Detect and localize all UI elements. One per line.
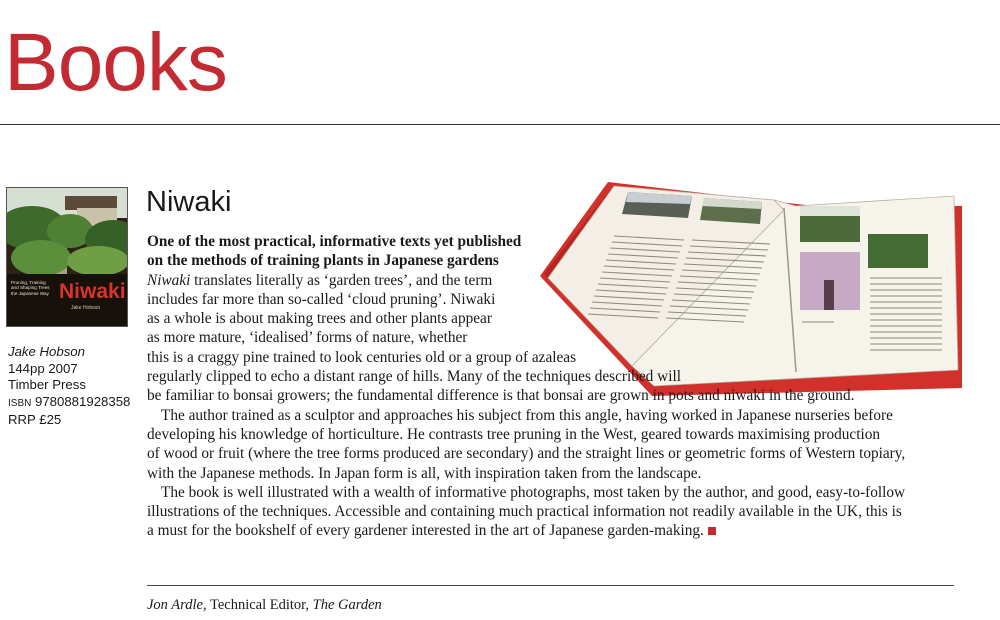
review-text-line: The book is well illustrated with a wealth of informative photographs, most taken by the author, and good, easy-to-follow: [161, 483, 906, 501]
review-text-line: illustrations of the techniques. Accessible and containing much practical information not readily available in the UK, this is: [147, 503, 902, 521]
review-standfirst-line: One of the most practical, informative texts yet published: [147, 233, 522, 250]
review-text-line: includes far more than so-called ‘cloud pruning’. Niwaki: [147, 290, 496, 308]
header-divider: [0, 124, 1000, 125]
section-title: Books: [4, 17, 227, 108]
review-text-line: as more mature, ‘idealised’ forms of nature, whether: [147, 329, 468, 347]
book-details: [8, 344, 130, 429]
footer-divider: [147, 585, 954, 586]
cover-author: Jake Hobson: [71, 305, 101, 311]
review-text-line: developing his knowledge of horticulture. He contrasts tree pruning in the West, geared towards maximising production: [147, 425, 880, 443]
reviewer-separator: ,: [202, 597, 210, 613]
reviewer-role: Technical Editor,: [209, 597, 313, 613]
book-title-italic: Niwaki: [147, 271, 191, 289]
book-isbn: [8, 394, 130, 413]
isbn-label: ISBN: [8, 397, 32, 409]
review-text-line: Niwaki translates literally as ‘garden trees’, and the term: [147, 271, 493, 289]
review-text-line: as a whole is about making trees and other plants appear: [147, 310, 492, 328]
cover-title: Niwaki: [59, 280, 126, 303]
review-body: [147, 232, 905, 541]
book-cover-image: [6, 187, 128, 327]
book-publisher: Timber Press: [8, 377, 86, 392]
book-author: Jake Hobson: [8, 344, 85, 359]
book-pages-year: 144pp 2007: [8, 360, 78, 376]
review-text-line: with the Japanese methods. In Japan form is all, with inspiration taken from the landscape.: [147, 464, 702, 482]
review-text-line: regularly clipped to echo a distant range of hills. Many of the techniques described will: [147, 368, 681, 386]
reviewer-name: Jon Ardle: [147, 597, 203, 613]
reviewer-credit: [147, 596, 382, 614]
book-price: RRP £25: [8, 412, 62, 427]
review-text-line: a must for the bookshelf of every gardener interested in the art of Japanese garden-making.: [147, 521, 905, 540]
review-text-line: this is a craggy pine trained to look centuries old or a group of azaleas: [147, 348, 577, 366]
isbn-number: 9780881928358: [35, 393, 131, 409]
review-standfirst-line: on the methods of training plants in Japanese gardens: [147, 252, 499, 270]
review-text-line: The author trained as a sculptor and approaches his subject from this angle, having worked in Japanese nurseries before: [161, 406, 893, 424]
review-text-line: be familiar to bonsai growers; the fundamental difference is that bonsai are grown in pots and niwaki in the ground.: [147, 387, 855, 405]
cover-subtitle: Pruning, Training and Shaping Trees the Japanese Way: [11, 280, 50, 296]
review-title: Niwaki: [146, 186, 232, 218]
review-text-line: of wood or fruit (where the tree forms produced are secondary) and the straight lines or geometric forms of Western topiary,: [147, 445, 906, 463]
end-of-article-mark: [708, 527, 716, 535]
reviewer-publication: The Garden: [312, 597, 382, 613]
